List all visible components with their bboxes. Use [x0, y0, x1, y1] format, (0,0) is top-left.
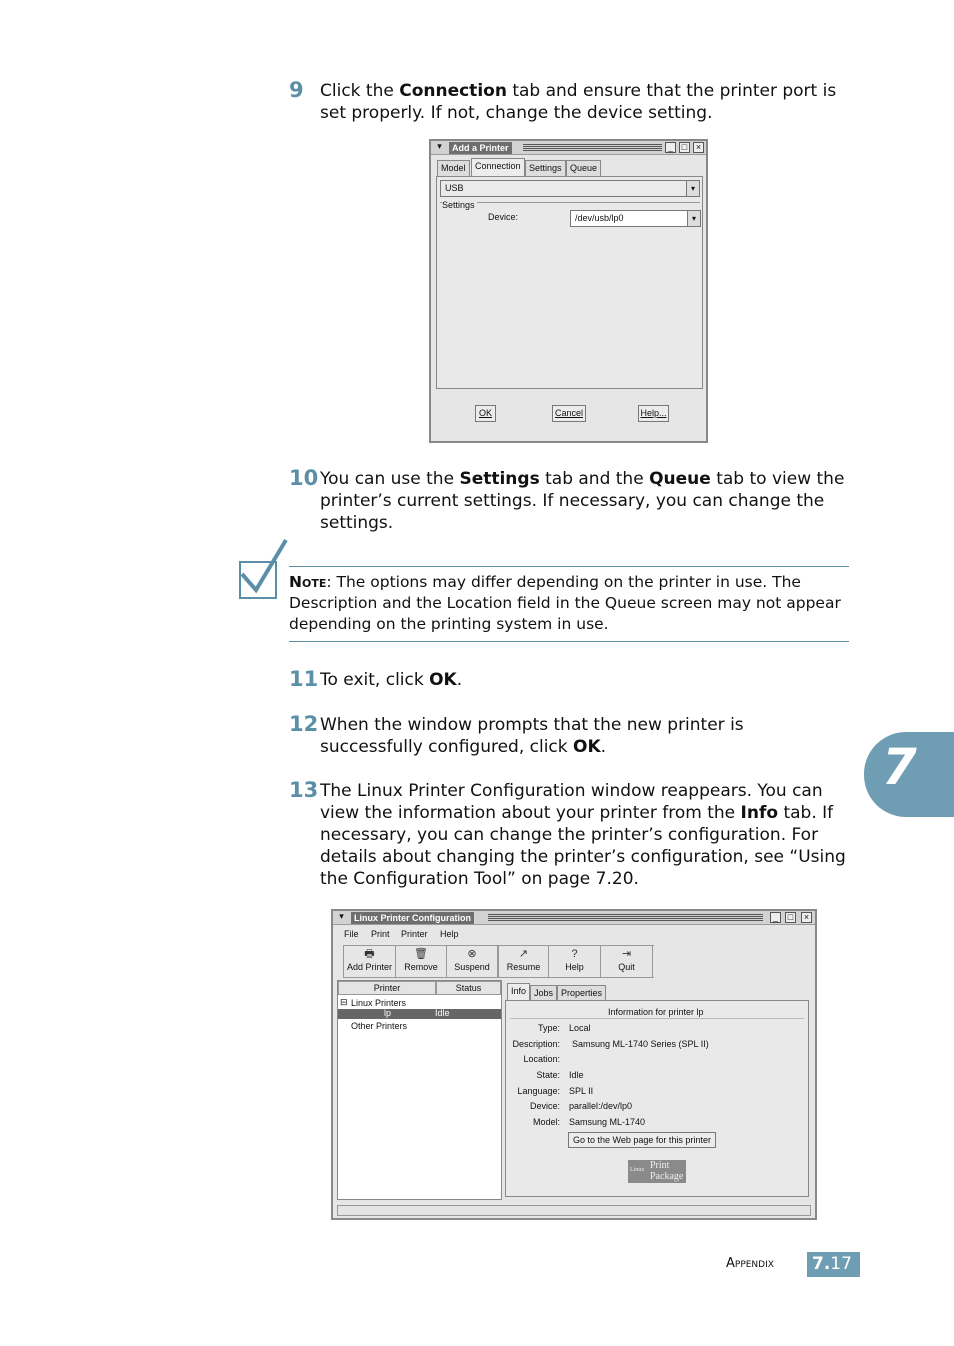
lpp-logo: Linux Print Package — [628, 1160, 686, 1183]
cancel-button[interactable]: Cancel — [552, 405, 586, 422]
step-text: When the window prompts that the new printer is successfully configured, click OK. — [320, 715, 744, 757]
chapter-tab — [864, 732, 954, 817]
resume-icon: ↗ — [518, 948, 529, 960]
maximize-icon[interactable]: □ — [785, 912, 796, 923]
step-number: 11 — [289, 667, 319, 691]
field-label: Type: — [537, 1023, 560, 1033]
resume-button[interactable]: ↗ Resume — [498, 946, 549, 978]
remove-button[interactable]: 🗑 Remove — [396, 946, 447, 978]
tree-row-lp[interactable] — [338, 1009, 501, 1019]
device-label: Device: — [488, 212, 519, 222]
field-value: Samsung ML-1740 — [569, 1117, 646, 1127]
field-label: Model: — [532, 1117, 560, 1127]
page-number: 7.17 — [807, 1252, 860, 1277]
field-value: parallel:/dev/lp0 — [569, 1101, 633, 1111]
remove-icon: 🗑 — [414, 948, 428, 960]
chevron-down-icon: ▾ — [686, 181, 699, 196]
title-bar — [333, 911, 815, 925]
expander-icon[interactable]: ⊟ — [340, 997, 348, 1007]
settings-group — [440, 202, 700, 386]
column-header-printer[interactable]: Printer — [338, 981, 436, 995]
field-value: Local — [569, 1023, 591, 1033]
help-button[interactable]: ? Help — [549, 946, 601, 978]
tab-settings[interactable]: Settings — [525, 160, 566, 176]
note-top-rule — [289, 566, 849, 567]
minimize-icon[interactable]: _ — [665, 142, 676, 153]
window-menu-icon[interactable]: ▾ — [339, 911, 344, 921]
field-label: Description: — [512, 1039, 560, 1049]
menu-file[interactable]: File — [344, 929, 359, 939]
title-stripes — [488, 914, 763, 921]
tree-root-linux-printers[interactable]: Linux Printers — [351, 998, 407, 1008]
tab-connection[interactable]: Connection — [471, 158, 525, 176]
field-value: Samsung ML-1740 Series (SPL II) — [572, 1039, 709, 1049]
divider — [510, 1018, 804, 1019]
window-menu-icon[interactable]: ▾ — [437, 141, 442, 151]
menu-help[interactable]: Help — [440, 929, 459, 939]
linux-printer-config-window — [331, 909, 817, 1220]
footer-section: Appendix — [726, 1256, 774, 1271]
device-select[interactable]: /dev/usb/lp0 ▾ — [570, 210, 701, 227]
ok-button[interactable]: OK — [475, 405, 496, 422]
field-label: Language: — [517, 1086, 560, 1096]
note-bottom-rule — [289, 641, 849, 642]
tab-queue[interactable]: Queue — [566, 160, 601, 176]
step-number: 9 — [289, 78, 304, 102]
tab-model[interactable]: Model — [437, 160, 470, 176]
close-icon[interactable]: × — [801, 912, 812, 923]
maximize-icon[interactable]: □ — [679, 142, 690, 153]
suspend-button[interactable]: ⊗ Suspend — [447, 946, 498, 978]
tab-properties[interactable]: Properties — [557, 985, 606, 1001]
add-printer-icon: 🖶 — [364, 948, 375, 960]
chapter-number: 7 — [882, 738, 917, 796]
info-title: Information for printer lp — [608, 1007, 704, 1017]
toolbar — [343, 945, 654, 978]
minimize-icon[interactable]: _ — [770, 912, 781, 923]
help-button[interactable]: Help... — [638, 405, 669, 422]
title-bar — [431, 141, 706, 155]
title-stripes — [523, 144, 662, 151]
step-text: Click the Connection tab and ensure that the printer port is set properly. If not, change the device setting. — [320, 81, 837, 123]
help-icon: ? — [571, 948, 578, 960]
tree-other-printers[interactable]: Other Printers — [351, 1021, 408, 1031]
step-text: The Linux Printer Configuration window reappears. You can view the information about your printer from the Info tab. If necessary, you can change the printer’s configuration. For details about changing the printer’s configuration, see “Using the Configuration Tool” on page 7.20. — [320, 781, 846, 889]
note: Note: The options may differ depending on the printer in use. The Description and the Location field in the Queue screen may not appear depending on the printing system in use. — [289, 573, 841, 633]
checkmark-note-icon — [238, 538, 288, 600]
step-number: 13 — [289, 778, 319, 802]
status-bar — [337, 1205, 811, 1216]
tab-jobs[interactable]: Jobs — [530, 985, 557, 1001]
window-title: Linux Printer Configuration — [351, 912, 474, 924]
menu-printer[interactable]: Printer — [401, 929, 428, 939]
field-value: Idle — [569, 1070, 584, 1080]
step-text: To exit, click OK. — [320, 670, 463, 690]
suspend-icon: ⊗ — [467, 948, 477, 960]
field-label: State: — [536, 1070, 560, 1080]
printer-status: Idle — [435, 1008, 450, 1018]
field-value: SPL II — [569, 1086, 594, 1096]
group-label: Settings — [442, 200, 475, 210]
menu-print[interactable]: Print — [371, 929, 390, 939]
web-page-button[interactable]: Go to the Web page for this printer — [568, 1132, 716, 1148]
printer-list — [337, 980, 502, 1200]
chevron-down-icon: ▾ — [687, 211, 700, 226]
quit-button[interactable]: ⇥ Quit — [601, 946, 653, 978]
add-printer-button[interactable]: 🖶 Add Printer — [344, 946, 396, 978]
port-select[interactable]: USB ▾ — [440, 180, 700, 197]
step-number: 12 — [289, 712, 319, 736]
close-icon[interactable]: × — [693, 142, 704, 153]
step-number: 10 — [289, 466, 319, 490]
field-label: Location: — [523, 1054, 560, 1064]
info-panel — [505, 1000, 809, 1197]
printer-name: lp — [384, 1008, 392, 1018]
column-header-status[interactable]: Status — [436, 981, 501, 995]
quit-icon: ⇥ — [621, 948, 632, 960]
add-printer-dialog — [429, 139, 708, 443]
connection-panel — [436, 176, 703, 389]
tab-info[interactable]: Info — [507, 983, 530, 1001]
step-text: You can use the Settings tab and the Queue tab to view the printer’s current settings. If necessary, you can change the settings. — [320, 469, 845, 533]
window-title: Add a Printer — [449, 142, 512, 154]
field-label: Device: — [529, 1101, 560, 1111]
